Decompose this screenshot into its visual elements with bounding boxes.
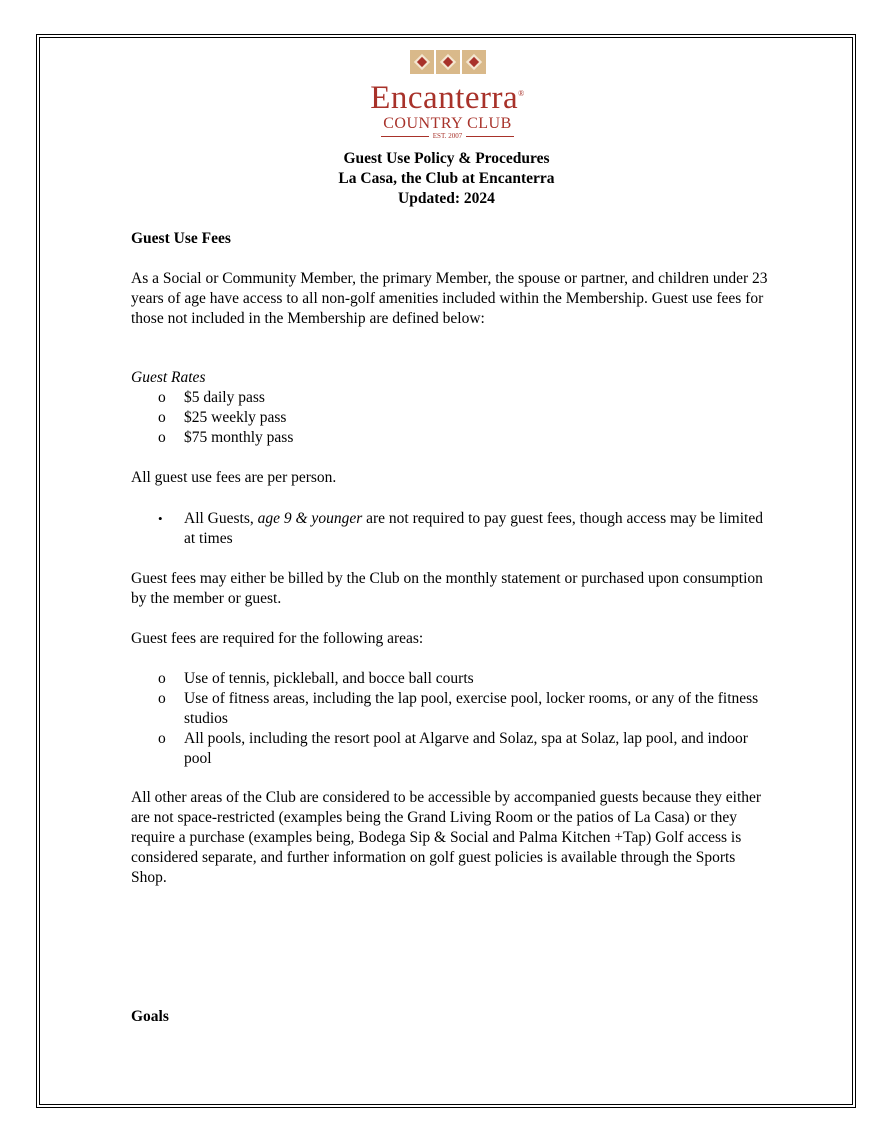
circle-bullet-icon: o xyxy=(158,730,166,747)
circle-bullet-icon: o xyxy=(158,670,166,687)
title-line-1: Guest Use Policy & Procedures xyxy=(343,150,550,167)
list-item: o $5 daily pass xyxy=(158,389,265,406)
title-line-2: La Casa, the Club at Encanterra xyxy=(338,170,555,187)
list-item: • All Guests, age 9 & younger are not required to pay guest fees, though access may be limited at times xyxy=(158,510,763,547)
guest-rates-list xyxy=(131,388,771,448)
diamond-icon xyxy=(410,50,434,74)
list-item: o $75 monthly pass xyxy=(158,429,294,446)
circle-bullet-icon: o xyxy=(158,409,166,426)
section-heading-guest-use-fees: Guest Use Fees xyxy=(131,230,231,247)
circle-bullet-icon: o xyxy=(158,389,166,406)
bullet-icon: • xyxy=(158,511,163,526)
guest-rates-label: Guest Rates xyxy=(131,369,206,386)
circle-bullet-icon: o xyxy=(158,690,166,707)
age-note-list xyxy=(131,509,771,549)
diamond-icon xyxy=(436,50,460,74)
title-line-3: Updated: 2024 xyxy=(398,190,495,207)
logo-wordmark: Encanterra® xyxy=(370,80,525,116)
areas-intro: Guest fees are required for the following areas: xyxy=(131,630,424,647)
logo-diamond-pattern xyxy=(360,50,535,76)
logo-established: EST. 2007 xyxy=(360,132,535,140)
billing-paragraph: Guest fees may either be billed by the Club on the monthly statement or purchased upon consumption by the member or guest. xyxy=(131,570,763,607)
list-item: o Use of tennis, pickleball, and bocce ball courts xyxy=(158,670,474,687)
document-title xyxy=(131,149,762,209)
list-item: o All pools, including the resort pool at Algarve and Solaz, spa at Solaz, lap pool, and indoor pool xyxy=(158,730,748,767)
list-item: o Use of fitness areas, including the lap pool, exercise pool, locker rooms, or any of the fitness studios xyxy=(158,690,759,727)
section-heading-goals: Goals xyxy=(131,1008,169,1025)
intro-paragraph: As a Social or Community Member, the primary Member, the spouse or partner, and children under 23 years of age have access to all non-golf amenities included within the Membership. Guest use fees for those not included in the Membership are defined below: xyxy=(131,270,768,327)
per-person-note: All guest use fees are per person. xyxy=(131,469,337,486)
list-item: o $25 weekly pass xyxy=(158,409,287,426)
logo-subtitle: COUNTRY CLUB xyxy=(383,115,512,132)
diamond-icon xyxy=(462,50,486,74)
fee-areas-list xyxy=(131,669,771,769)
circle-bullet-icon: o xyxy=(158,429,166,446)
other-areas-paragraph: All other areas of the Club are considered to be accessible by accompanied guests because they either are not space-restricted (examples being the Grand Living Room or the patios of La Casa) or they require a purchase (examples being, Bodega Sip & Social and Palma Kitchen +Tap) Golf access is considered separate, and further information on golf guest policies is available through the Sports Shop. xyxy=(131,789,762,886)
club-logo xyxy=(360,50,535,140)
